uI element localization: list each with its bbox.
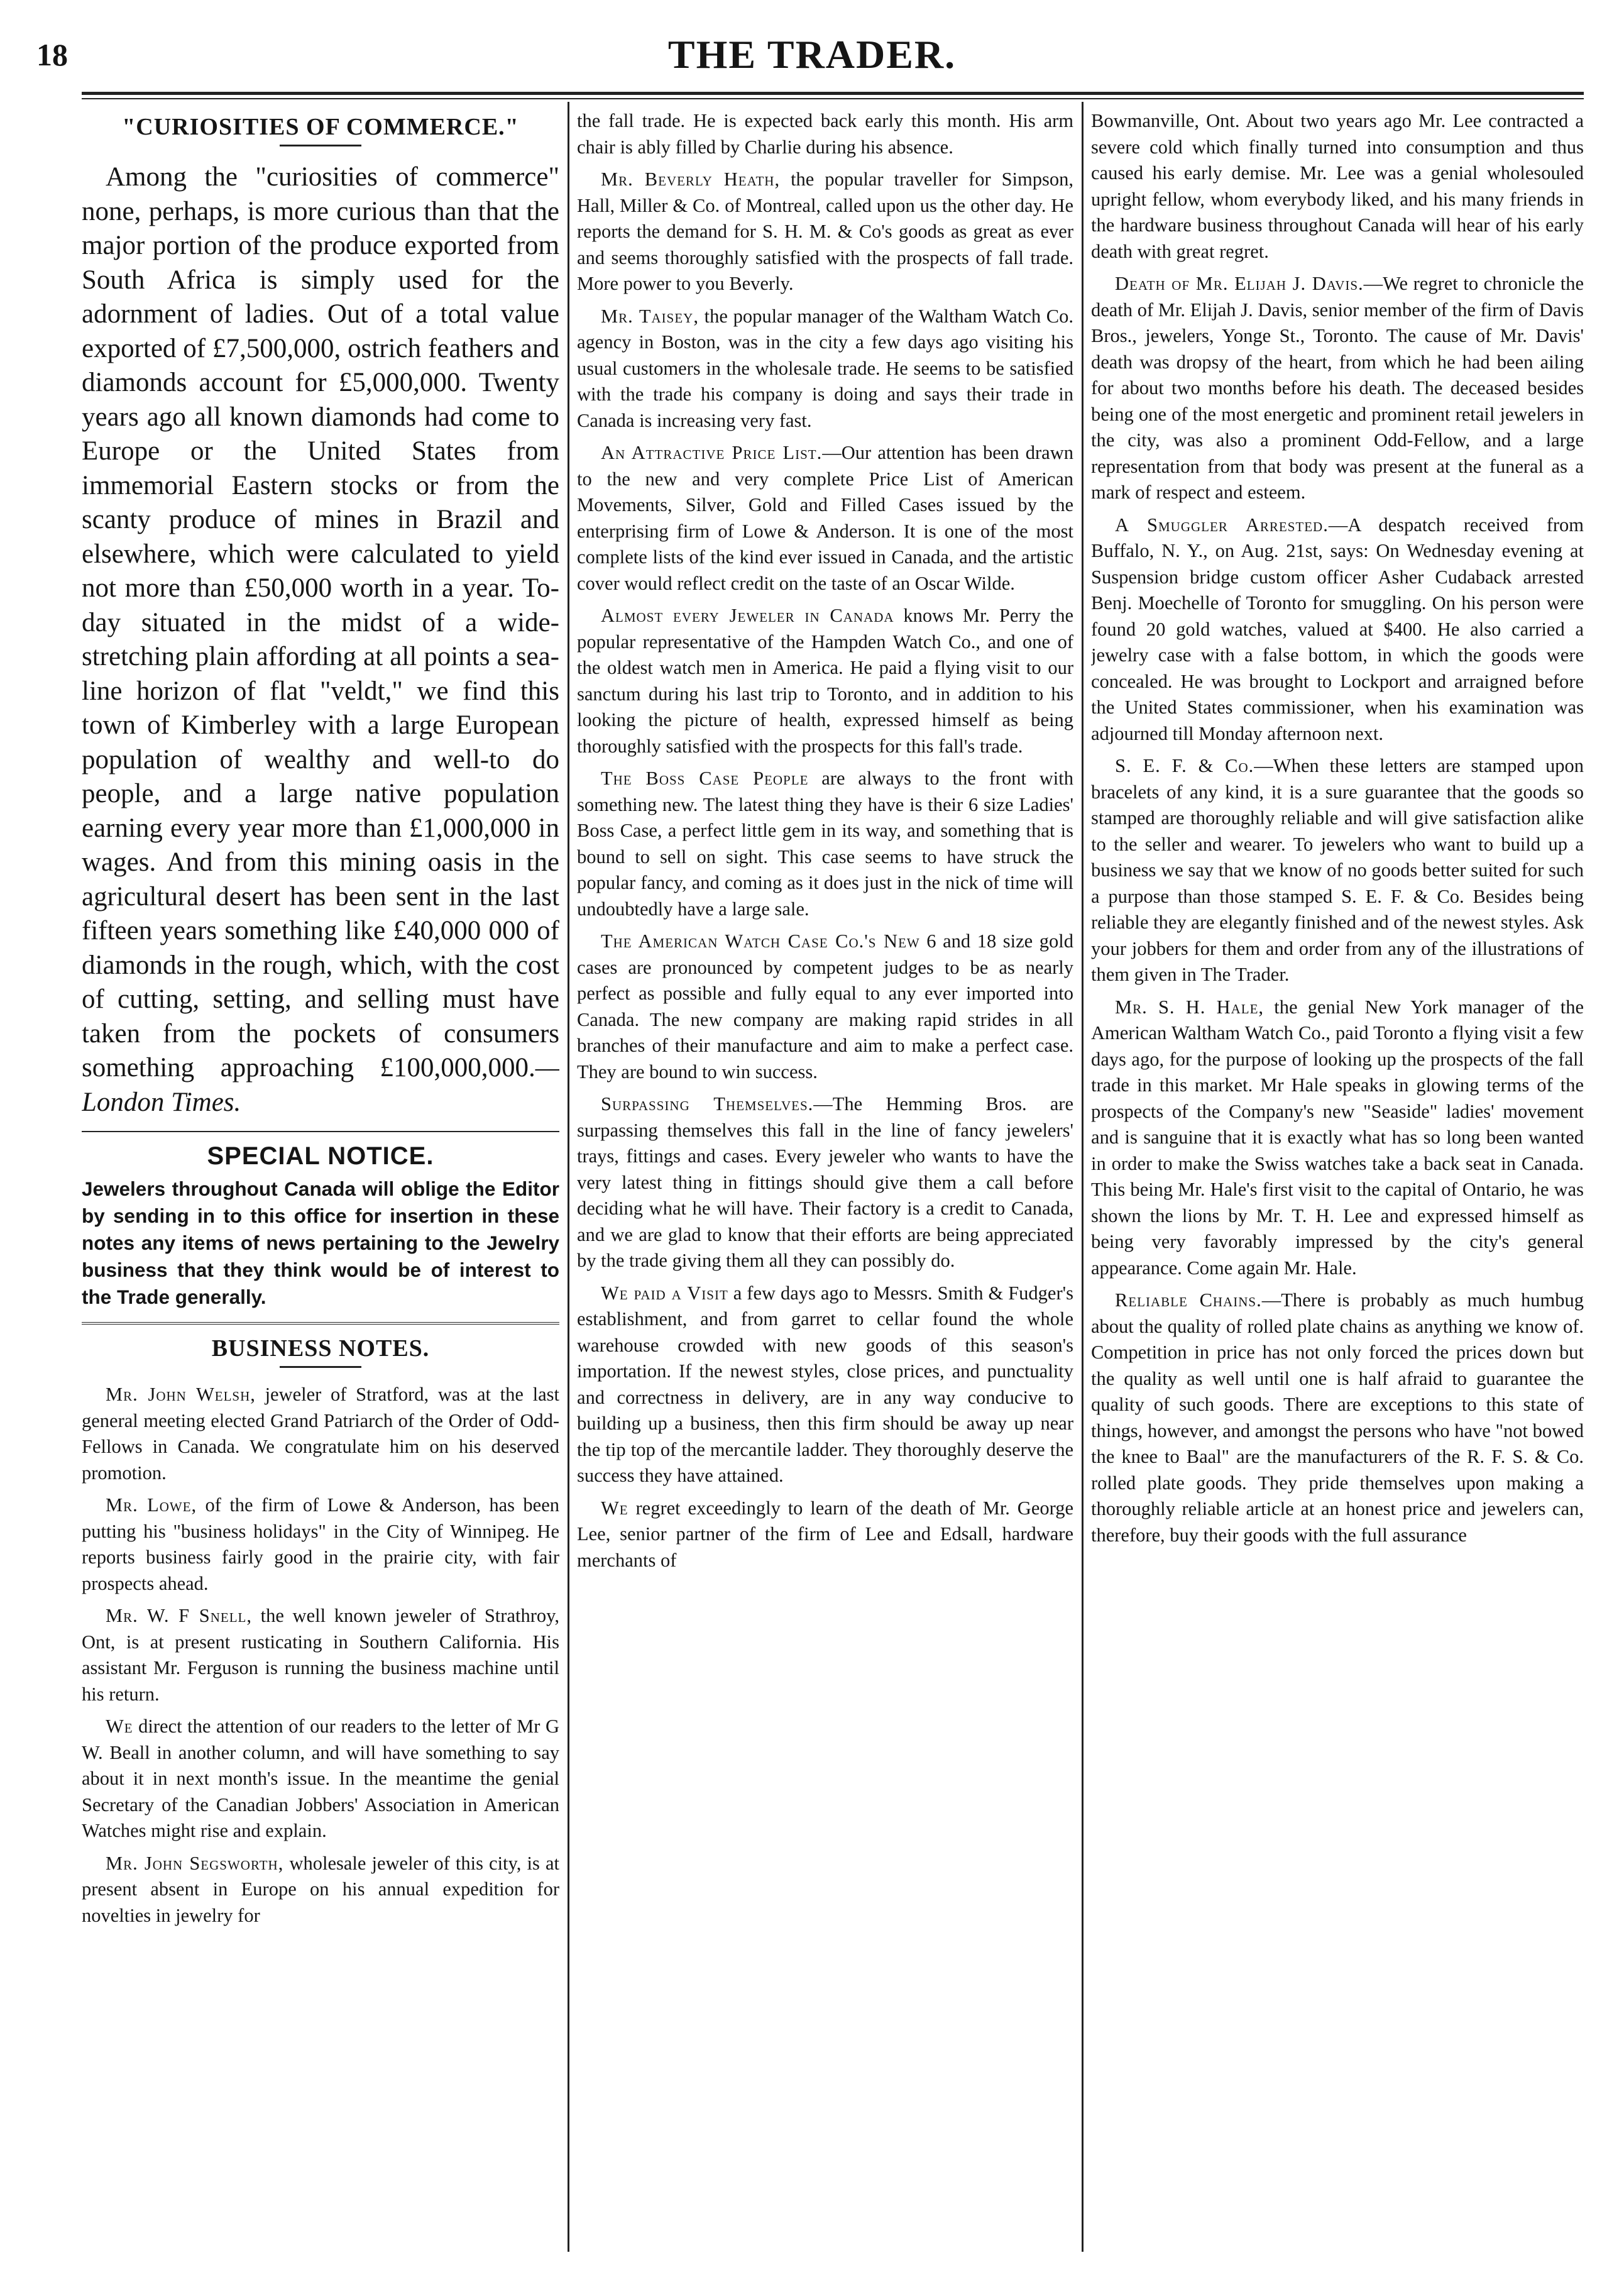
curiosities-heading: "CURIOSITIES OF COMMERCE." bbox=[122, 114, 519, 140]
notice-heading: SPECIAL NOTICE. bbox=[207, 1142, 434, 1170]
section-rule bbox=[82, 1131, 559, 1132]
business-notes-heading: BUSINESS NOTES. bbox=[211, 1335, 430, 1362]
masthead-title: THE TRADER. bbox=[667, 32, 957, 77]
news-item: Mr. Beverly Heath, the popular traveller for Simpson, Hall, Miller & Co. of Montreal, called upon us the other day. He reports the demand for S. H. M. & Co's goods as great as ever and seems thoroughly satisfied with the prospects of fall trade. More power to you Beverly. bbox=[577, 168, 1073, 294]
top-rule-thin bbox=[82, 98, 1584, 99]
news-item: We regret exceedingly to learn of the death of Mr. George Lee, senior partner of the firm of Lee and Edsall, hardware merchants of bbox=[577, 1497, 1073, 1571]
news-item: Death of Mr. Elijah J. Davis.—We regret to chronicle the death of Mr. Elijah J. Davis, senior member of the firm of Davis Bros., jewelers, Yonge St., Toronto. The cause of Mr. Davis' death was dropsy of the heart, from which he had been ailing for about two months before his death. The deceased besides being one of the most energetic and prominent retail jewelers in the city, was also a prominent Odd-Fellow, and a large representation from that body was present at the funeral as a mark of respect and esteem. bbox=[1091, 273, 1584, 503]
news-item: the fall trade. He is expected back early this month. His arm chair is ably filled by Charlie during his absence. bbox=[577, 110, 1073, 158]
column-3 bbox=[1091, 108, 1584, 2245]
page-number: 18 bbox=[36, 37, 68, 72]
curiosities-source: —London Times. bbox=[82, 1053, 559, 1117]
news-item: An Attractive Price List.—Our attention has been drawn to the new and very complete Price List of American Movements, Silver, Gold and Filled Cases issued by the enterprising firm of Lowe & Anderson. It is one of the most complete lists of the kind ever issued in Canada, and the artistic cover would reflect credit on the taste of an Oscar Wilde. bbox=[577, 442, 1073, 594]
news-item: S. E. F. & Co.—When these letters are stamped upon bracelets of any kind, it is a sure guarantee that the goods so stamped are thoroughly reliable and will give satisfaction alike to the seller and wearer. To jewelers who want to build up a business we say that we know of no goods better suited for such a purpose than those stamped S. E. F. & Co. Besides being reliable they are elegantly finished and of the newest styles. Ask your jobbers for them and order from any of the illustrations of them given in The Trader. bbox=[1091, 755, 1584, 985]
news-item: The Boss Case People are always to the front with something new. The latest thing they have is their 6 size Ladies' Boss Case, a perfect little gem in its way, and something that is bound to sell on sight. This case seems to have struck the popular fancy, and coming as it does just in the nick of time will undoubtedly have a large sale. bbox=[577, 768, 1073, 920]
top-rule bbox=[82, 92, 1584, 95]
news-item: Bowmanville, Ont. About two years ago Mr. Lee contracted a severe cold which finally turned into consumption and thus caused his early demise. Mr. Lee was a genial wholesouled upright fellow, whom everybody liked, and his many friends in the hardware business throughout Canada will hear of his early death with great regret. bbox=[1091, 110, 1584, 262]
news-item: Mr. Lowe, of the firm of Lowe & Anderson, has been putting his "business holidays" in the City of Winnipeg. He reports business fairly good in the prairie city, with fair prospects ahead. bbox=[82, 1494, 559, 1594]
curiosities-body: Among the "curiosities of commerce" none, perhaps, is more curious than that the major portion of the produce exported from South Africa is simply used for the adornment of ladies. Out of a total value exported of £7,500,000, ostrich feathers and diamonds account for £5,000,000. Twenty years ago all known diamonds had come to Europe or the United States from immemorial Eastern stocks or from the scanty produce of mines in Brazil and elsewhere, which were calculated to yield not more than £50,000 worth in a year. To-day situated in the midst of a wide-stretching plain affording at all points a sea-line horizon of flat "veldt," we find this town of Kimberley with a large European population of wealthy and well-to do people, and a large native population earning every year more than £1,000,000 in wages. And from this mining oasis in the agricultural desert has been sent in the last fifteen years something like £40,000 000 of diamonds in the rough, which, with the cost of cutting, setting, and selling must have taken from the pockets of consumers something approaching £100,000,000.—London Times. bbox=[82, 162, 559, 1117]
curiosities-article bbox=[82, 160, 559, 1120]
business-notes bbox=[82, 1382, 559, 1929]
news-item: Mr. Taisey, the popular manager of the Waltham Watch Co. agency in Boston, was in the city a few days ago visiting his usual customers in the wholesale trade. He seems to be satisfied with the trade his company is doing and says their trade in Canada is increasing very fast. bbox=[577, 305, 1073, 431]
notice-body: Jewelers throughout Canada will oblige the Editor by sending in to this office for insertion in these notes any items of news pertaining to the Jewelry business that they think would be of interest to the Trade generally. bbox=[82, 1177, 559, 1308]
news-item: Mr. John Segsworth, wholesale jeweler of this city, is at present absent in Europe on his annual expedition for novelties in jewelry for bbox=[82, 1852, 559, 1926]
notice-article bbox=[82, 1176, 559, 1311]
news-item: Surpassing Themselves.—The Hemming Bros. are surpassing themselves this fall in the line of fancy jewelers' trays, fittings and cases. Every jeweler who wants to have the very latest thing in fittings should give them a call before deciding what he will have. Their factory is a credit to Canada, and we are glad to know that their efforts are being appreciated by the trade giving them all they can possibly do. bbox=[577, 1093, 1073, 1271]
column-divider bbox=[1082, 102, 1084, 2252]
column-1 bbox=[82, 108, 559, 2245]
section-rule bbox=[82, 1322, 559, 1325]
news-item: Mr. W. F Snell, the well known jeweler of Strathroy, Ont, is at present rusticating in Southern California. His assistant Mr. Ferguson is running the business machine until his return. bbox=[82, 1605, 559, 1705]
heading-rule bbox=[280, 145, 361, 146]
news-item: A Smuggler Arrested.—A despatch received from Buffalo, N. Y., on Aug. 21st, says: On Wednesday evening at Suspension bridge custom officer Asher Cudaback arrested Benj. Moechelle of Toronto for smuggling. On his person were found 20 gold watches, valued at $400. He also carried a jewelry case with a false bottom, in which the goods were concealed. He was brought to Lockport and arraigned before the United States commissioner, when his examination was adjourned till Monday afternoon next. bbox=[1091, 514, 1584, 744]
column-2 bbox=[577, 108, 1073, 2245]
news-item: The American Watch Case Co.'s New 6 and 18 size gold cases are pronounced by competent judges to be as nearly perfect as possible and fully equal to any ever imported into Canada. The new company are making rapid strides in all branches of their manufacture and aim to make a perfect case. They are bound to win success. bbox=[577, 930, 1073, 1083]
news-item: We paid a Visit a few days ago to Messrs. Smith & Fudger's establishment, and from garret to cellar found the whole warehouse crowded with new goods of this season's importation. If the newest styles, close prices, and punctuality and correctness in delivery, are in any way conducive to building up a business, then this firm should be away up near the tip top of the mercantile ladder. They thoroughly deserve the success they have attained. bbox=[577, 1282, 1073, 1486]
news-item: Reliable Chains.—There is probably as much humbug about the quality of rolled plate chains as anything we know of. Competition in price has not only forced the prices down but the quality as well until one is half afraid to guarantee the quality of such goods. There are exceptions to this state of things, however, and amongst the persons who have "not bowed the knee to Baal" are the manufacturers of the R. F. S. & Co. rolled plate goods. They pride themselves upon making a thoroughly reliable article at an honest price and jewelers can, therefore, buy their goods with the full assurance bbox=[1091, 1289, 1584, 1546]
news-item: Mr. S. H. Hale, the genial New York manager of the American Waltham Watch Co., paid Toronto a flying visit a few days ago, for the purpose of looking up the prospects of the fall trade in this market. Mr Hale speaks in glowing terms of the prospects of the Company's new "Seaside" ladies' movement and is sanguine that it is exactly what has so long been wanted in order to make the Swiss watches take a back seat in Canada. This being Mr. Hale's first visit to the capital of Ontario, he was shown the lions by Mr. T. H. Lee and expressed himself as being very favorably impressed by the city's general appearance. Come again Mr. Hale. bbox=[1091, 996, 1584, 1279]
news-item: Mr. John Welsh, jeweler of Stratford, was at the last general meeting elected Grand Patriarch of the Order of Odd-Fellows in Canada. We congratulate him on his deserved promotion. bbox=[82, 1384, 559, 1484]
column-divider bbox=[568, 102, 569, 2252]
news-item: We direct the attention of our readers to the letter of Mr G W. Beall in another column, and will have something to say about it in next month's issue. In the meantime the genial Secretary of the Canadian Jobbers' Association in American Watches might rise and explain. bbox=[82, 1716, 559, 1841]
heading-rule bbox=[280, 1366, 361, 1368]
news-item: Almost every Jeweler in Canada knows Mr. Perry the popular representative of the Hampden Watch Co., and one of the oldest watch men in America. He paid a flying visit to our sanctum during his last trip to Toronto, and in addition to his looking the picture of health, expressed himself as being thoroughly satisfied with the prospects for this fall's trade. bbox=[577, 605, 1073, 757]
